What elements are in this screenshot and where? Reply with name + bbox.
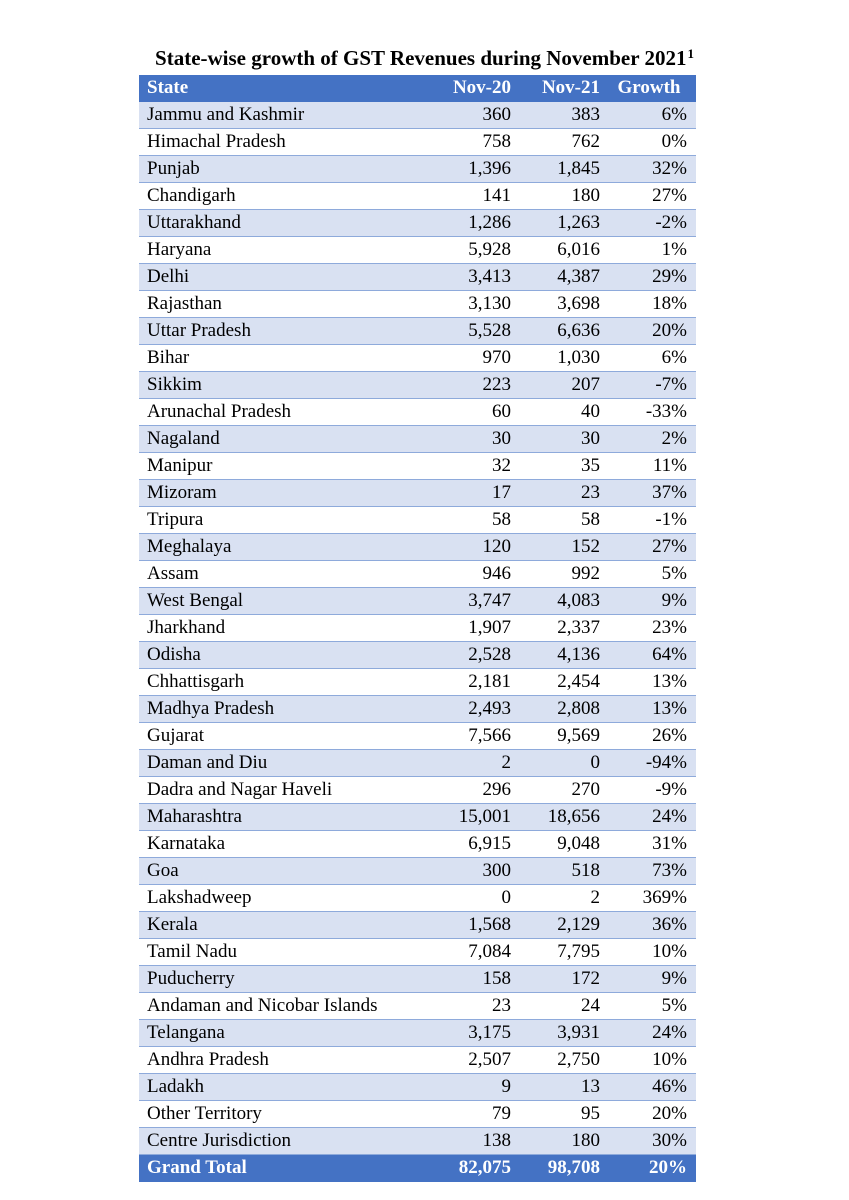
table-row [139, 345, 696, 372]
table-row [139, 642, 696, 669]
grand-total-nov21: 98,708 [513, 1155, 602, 1182]
cell-nov21: 172 [513, 966, 602, 993]
cell-growth: 2% [602, 426, 696, 453]
table-row [139, 966, 696, 993]
cell-growth: 37% [602, 480, 696, 507]
cell-state: Ladakh [139, 1074, 418, 1101]
cell-growth: 10% [602, 939, 696, 966]
cell-state: Andhra Pradesh [139, 1047, 418, 1074]
cell-nov21: 207 [513, 372, 602, 399]
table-row [139, 588, 696, 615]
grand-total-nov20: 82,075 [418, 1155, 513, 1182]
cell-nov21: 6,016 [513, 237, 602, 264]
table-row [139, 669, 696, 696]
table-row [139, 1020, 696, 1047]
cell-state: Bihar [139, 345, 418, 372]
cell-growth: 20% [602, 1101, 696, 1128]
table-row [139, 831, 696, 858]
table-row [139, 1101, 696, 1128]
cell-growth: 36% [602, 912, 696, 939]
cell-state: West Bengal [139, 588, 418, 615]
cell-nov21: 2,129 [513, 912, 602, 939]
table-row [139, 750, 696, 777]
cell-growth: -94% [602, 750, 696, 777]
table-row [139, 1128, 696, 1155]
table-row [139, 993, 696, 1020]
cell-state: Manipur [139, 453, 418, 480]
cell-growth: 1% [602, 237, 696, 264]
cell-nov21: 3,931 [513, 1020, 602, 1047]
cell-nov20: 138 [418, 1128, 513, 1155]
page-title [0, 44, 849, 72]
cell-nov21: 13 [513, 1074, 602, 1101]
table-row [139, 372, 696, 399]
cell-state: Andaman and Nicobar Islands [139, 993, 418, 1020]
cell-nov20: 30 [418, 426, 513, 453]
table-row [139, 1047, 696, 1074]
cell-state: Puducherry [139, 966, 418, 993]
cell-nov20: 2,507 [418, 1047, 513, 1074]
table-row [139, 696, 696, 723]
cell-growth: 30% [602, 1128, 696, 1155]
cell-state: Uttarakhand [139, 210, 418, 237]
title-footnote-marker: 1 [687, 46, 694, 62]
cell-nov21: 7,795 [513, 939, 602, 966]
cell-nov20: 0 [418, 885, 513, 912]
cell-nov20: 5,528 [418, 318, 513, 345]
cell-nov21: 23 [513, 480, 602, 507]
cell-nov20: 5,928 [418, 237, 513, 264]
cell-nov20: 1,286 [418, 210, 513, 237]
cell-nov21: 180 [513, 183, 602, 210]
cell-state: Meghalaya [139, 534, 418, 561]
cell-nov21: 270 [513, 777, 602, 804]
gst-revenue-table [139, 75, 696, 1182]
cell-nov21: 4,083 [513, 588, 602, 615]
cell-state: Jharkhand [139, 615, 418, 642]
cell-state: Arunachal Pradesh [139, 399, 418, 426]
table-row [139, 318, 696, 345]
header-growth: Growth [602, 75, 696, 102]
cell-state: Punjab [139, 156, 418, 183]
title-text: State-wise growth of GST Revenues during November 2021 [155, 46, 687, 71]
table-row [139, 939, 696, 966]
table-row [139, 480, 696, 507]
cell-nov21: 1,263 [513, 210, 602, 237]
table-row [139, 1074, 696, 1101]
cell-nov20: 3,747 [418, 588, 513, 615]
cell-state: Delhi [139, 264, 418, 291]
cell-growth: 27% [602, 183, 696, 210]
header-state: State [139, 75, 418, 102]
cell-state: Sikkim [139, 372, 418, 399]
cell-state: Other Territory [139, 1101, 418, 1128]
cell-nov20: 1,396 [418, 156, 513, 183]
cell-nov21: 9,048 [513, 831, 602, 858]
cell-nov20: 3,130 [418, 291, 513, 318]
cell-growth: 27% [602, 534, 696, 561]
cell-nov20: 158 [418, 966, 513, 993]
cell-growth: 9% [602, 588, 696, 615]
cell-state: Assam [139, 561, 418, 588]
table-row [139, 615, 696, 642]
grand-total-row [139, 1155, 696, 1182]
cell-state: Madhya Pradesh [139, 696, 418, 723]
cell-growth: 5% [602, 561, 696, 588]
cell-growth: 13% [602, 669, 696, 696]
cell-growth: -9% [602, 777, 696, 804]
cell-state: Haryana [139, 237, 418, 264]
cell-state: Mizoram [139, 480, 418, 507]
cell-growth: 13% [602, 696, 696, 723]
cell-nov21: 9,569 [513, 723, 602, 750]
cell-growth: 24% [602, 1020, 696, 1047]
cell-nov20: 7,084 [418, 939, 513, 966]
cell-nov21: 383 [513, 102, 602, 129]
cell-nov21: 2,808 [513, 696, 602, 723]
cell-growth: 23% [602, 615, 696, 642]
cell-nov21: 6,636 [513, 318, 602, 345]
cell-nov20: 32 [418, 453, 513, 480]
header-nov20: Nov-20 [418, 75, 513, 102]
table-row [139, 912, 696, 939]
table-row [139, 453, 696, 480]
table-row [139, 507, 696, 534]
grand-total-growth: 20% [602, 1155, 696, 1182]
header-row [139, 75, 696, 102]
cell-growth: 73% [602, 858, 696, 885]
cell-nov21: 2 [513, 885, 602, 912]
cell-growth: 64% [602, 642, 696, 669]
table-row [139, 129, 696, 156]
cell-nov20: 7,566 [418, 723, 513, 750]
cell-growth: -33% [602, 399, 696, 426]
cell-growth: 32% [602, 156, 696, 183]
cell-state: Karnataka [139, 831, 418, 858]
cell-state: Chandigarh [139, 183, 418, 210]
cell-nov21: 1,030 [513, 345, 602, 372]
cell-nov21: 4,136 [513, 642, 602, 669]
cell-nov21: 2,337 [513, 615, 602, 642]
cell-nov21: 992 [513, 561, 602, 588]
cell-state: Nagaland [139, 426, 418, 453]
cell-state: Tripura [139, 507, 418, 534]
cell-growth: 369% [602, 885, 696, 912]
cell-state: Kerala [139, 912, 418, 939]
cell-growth: 9% [602, 966, 696, 993]
table-row [139, 237, 696, 264]
cell-nov21: 2,454 [513, 669, 602, 696]
cell-state: Daman and Diu [139, 750, 418, 777]
cell-state: Odisha [139, 642, 418, 669]
cell-nov20: 2,181 [418, 669, 513, 696]
table-row [139, 183, 696, 210]
cell-nov20: 2,493 [418, 696, 513, 723]
cell-nov21: 24 [513, 993, 602, 1020]
cell-state: Himachal Pradesh [139, 129, 418, 156]
cell-nov20: 970 [418, 345, 513, 372]
table-body [139, 102, 696, 1155]
cell-growth: 11% [602, 453, 696, 480]
cell-state: Maharashtra [139, 804, 418, 831]
cell-nov20: 23 [418, 993, 513, 1020]
cell-nov20: 60 [418, 399, 513, 426]
cell-nov21: 2,750 [513, 1047, 602, 1074]
cell-state: Uttar Pradesh [139, 318, 418, 345]
cell-state: Centre Jurisdiction [139, 1128, 418, 1155]
table-row [139, 723, 696, 750]
cell-nov20: 15,001 [418, 804, 513, 831]
cell-nov21: 762 [513, 129, 602, 156]
cell-growth: 5% [602, 993, 696, 1020]
cell-nov21: 180 [513, 1128, 602, 1155]
cell-state: Jammu and Kashmir [139, 102, 418, 129]
cell-nov21: 152 [513, 534, 602, 561]
header-nov21: Nov-21 [513, 75, 602, 102]
cell-growth: 0% [602, 129, 696, 156]
table-row [139, 534, 696, 561]
cell-growth: 6% [602, 102, 696, 129]
cell-nov21: 0 [513, 750, 602, 777]
table-row [139, 264, 696, 291]
cell-growth: 6% [602, 345, 696, 372]
table-row [139, 399, 696, 426]
table-row [139, 777, 696, 804]
table-row [139, 885, 696, 912]
cell-nov20: 3,175 [418, 1020, 513, 1047]
cell-state: Tamil Nadu [139, 939, 418, 966]
cell-growth: -2% [602, 210, 696, 237]
table-row [139, 210, 696, 237]
cell-nov21: 18,656 [513, 804, 602, 831]
cell-nov20: 758 [418, 129, 513, 156]
cell-growth: 31% [602, 831, 696, 858]
cell-nov20: 79 [418, 1101, 513, 1128]
table-row [139, 804, 696, 831]
cell-growth: -1% [602, 507, 696, 534]
table-row [139, 561, 696, 588]
cell-growth: 29% [602, 264, 696, 291]
cell-growth: 20% [602, 318, 696, 345]
cell-nov21: 1,845 [513, 156, 602, 183]
cell-nov21: 40 [513, 399, 602, 426]
cell-nov20: 9 [418, 1074, 513, 1101]
table-row [139, 156, 696, 183]
cell-state: Goa [139, 858, 418, 885]
cell-nov21: 518 [513, 858, 602, 885]
cell-growth: 46% [602, 1074, 696, 1101]
table-row [139, 291, 696, 318]
grand-total-label: Grand Total [139, 1155, 418, 1182]
table-row [139, 858, 696, 885]
cell-growth: 24% [602, 804, 696, 831]
cell-growth: 26% [602, 723, 696, 750]
cell-state: Lakshadweep [139, 885, 418, 912]
table-row [139, 102, 696, 129]
cell-nov20: 223 [418, 372, 513, 399]
cell-nov20: 120 [418, 534, 513, 561]
cell-state: Gujarat [139, 723, 418, 750]
cell-nov20: 1,907 [418, 615, 513, 642]
cell-nov20: 141 [418, 183, 513, 210]
cell-nov21: 30 [513, 426, 602, 453]
cell-state: Dadra and Nagar Haveli [139, 777, 418, 804]
cell-nov20: 2,528 [418, 642, 513, 669]
cell-nov20: 946 [418, 561, 513, 588]
cell-nov20: 17 [418, 480, 513, 507]
table-footer [139, 1155, 696, 1182]
cell-nov20: 296 [418, 777, 513, 804]
cell-nov21: 35 [513, 453, 602, 480]
cell-nov20: 3,413 [418, 264, 513, 291]
cell-nov21: 95 [513, 1101, 602, 1128]
cell-nov21: 58 [513, 507, 602, 534]
cell-nov20: 2 [418, 750, 513, 777]
table-row [139, 426, 696, 453]
cell-nov20: 1,568 [418, 912, 513, 939]
table-header [139, 75, 696, 102]
cell-nov20: 58 [418, 507, 513, 534]
cell-nov21: 3,698 [513, 291, 602, 318]
cell-state: Chhattisgarh [139, 669, 418, 696]
cell-nov20: 360 [418, 102, 513, 129]
cell-state: Telangana [139, 1020, 418, 1047]
cell-state: Rajasthan [139, 291, 418, 318]
cell-growth: 18% [602, 291, 696, 318]
cell-nov20: 6,915 [418, 831, 513, 858]
cell-growth: 10% [602, 1047, 696, 1074]
cell-nov20: 300 [418, 858, 513, 885]
cell-nov21: 4,387 [513, 264, 602, 291]
cell-growth: -7% [602, 372, 696, 399]
